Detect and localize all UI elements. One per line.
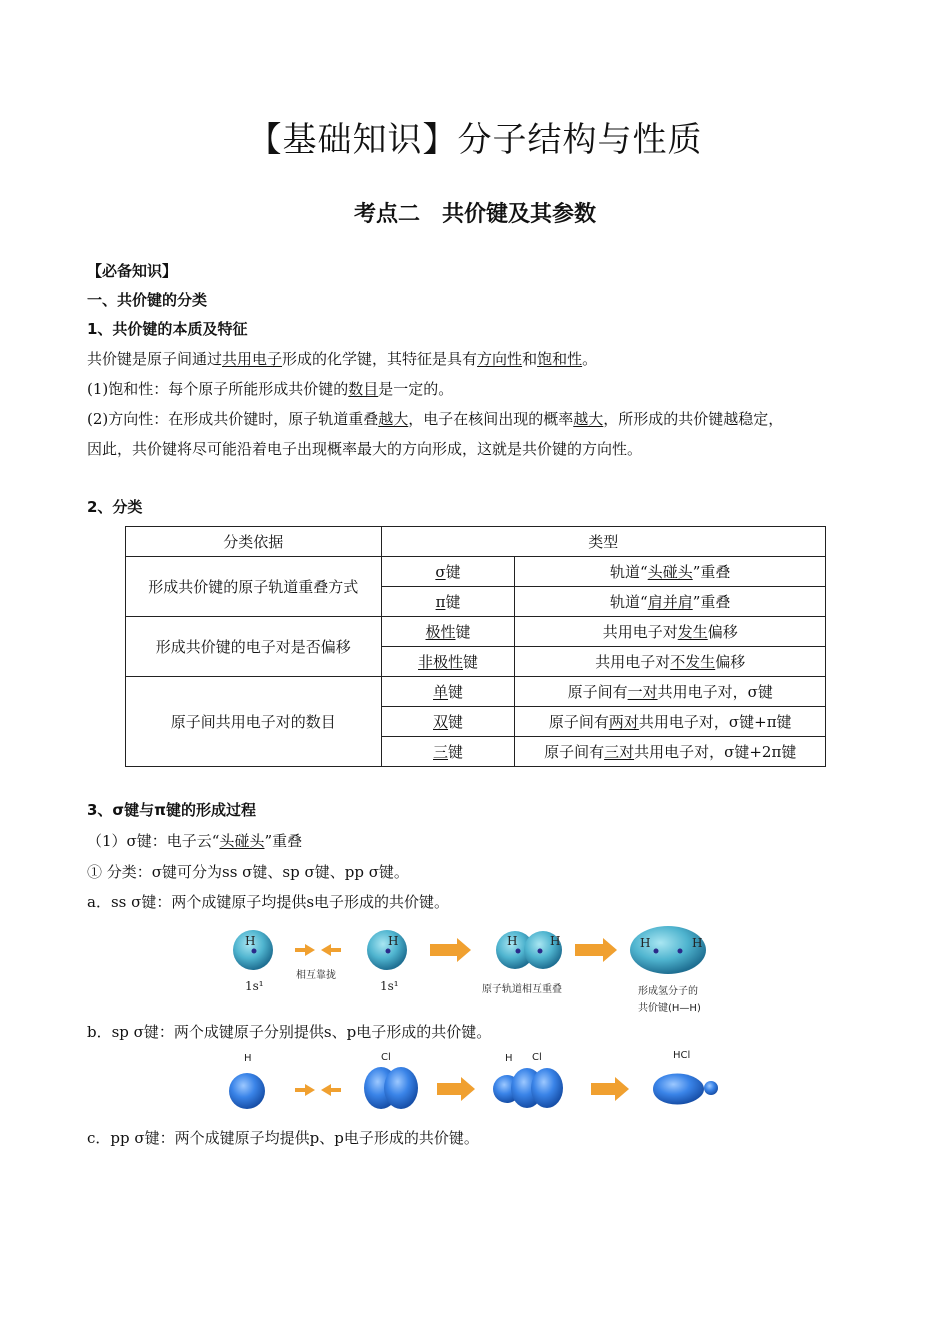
bond-desc [515,647,826,677]
text: 偏移 [715,653,746,671]
overlap-p-lobe-right [531,1068,563,1108]
answer-blank: 发生 [677,623,708,641]
text: 键 [448,713,464,731]
sigma-types: ① 分类：σ键可分为ss σ键、sp σ键、pp σ键。 [87,863,409,881]
section-tag: 【必备知识】 [87,262,178,280]
table-row [126,677,826,707]
bond-desc [515,587,826,617]
cl-label: Cl [532,1052,542,1063]
text: 是一定的。 [378,380,454,398]
text: 原子间有 [544,743,605,761]
arrow-right-icon [295,1084,315,1096]
text: (1)饱和性：每个原子所能形成共价键的 [87,380,349,398]
heading-classes: 2、分类 [87,498,143,516]
text: 形成的化学键，其特征是具有 [282,350,478,368]
atom-label: H [640,936,651,950]
group-basis: 形成共价键的原子轨道重叠方式 [126,557,382,617]
arrow-right-icon [295,944,315,956]
classification-table [125,526,826,767]
header-type: 类型 [381,527,825,557]
answer-blank: 饱和性 [537,350,583,368]
answer-blank: 单 [433,683,449,701]
h-s-orbital [229,1073,265,1109]
arrow-right-icon [575,938,617,962]
arrow-right-icon [591,1077,629,1101]
nucleus-dot [516,949,521,954]
text: 键 [445,563,461,581]
answer-blank: 头碰头 [647,563,693,581]
table-row [126,617,826,647]
bond-name [381,647,515,677]
answer-blank: 不发生 [670,653,716,671]
text: (2)方向性：在形成共价键时，原子轨道重叠 [87,410,379,428]
group-basis: 原子间共用电子对的数目 [126,677,382,767]
cl-label: Cl [381,1052,391,1063]
answer-blank: 肩并肩 [647,593,693,611]
answer-blank: 双 [433,713,449,731]
answer-blank: 三对 [604,743,635,761]
paragraph-nature [87,349,597,369]
arrow-right-icon [430,938,471,962]
ss-sigma-line: a．ss σ键：两个成键原子均提供s电子形成的共价键。 [87,893,450,911]
text: 原子间有 [567,683,628,701]
text: 共用电子对，σ键 [657,683,773,701]
answer-blank: σ [435,563,446,581]
arrow-right-icon [437,1077,475,1101]
atom-label: H [245,934,256,948]
text: 偏移 [707,623,738,641]
hcl-molecule-shape [653,1074,704,1105]
answer-blank: 越大 [378,410,409,428]
table-row [126,557,826,587]
nucleus-dot [538,949,543,954]
sp-sigma-line: b．sp σ键：两个成键原子分别提供s、p电子形成的共价键。 [87,1023,492,1041]
bond-name [381,677,515,707]
bond-desc [515,737,826,767]
hcl-label: HCl [673,1050,691,1061]
heading-classification: 一、共价键的分类 [87,291,208,309]
header-basis: 分类依据 [126,527,382,557]
hcl-small-lobe [704,1081,718,1095]
text: 键 [445,593,461,611]
page-subtitle: 考点二 共价键及其参数 [353,202,596,227]
paragraph-direction [87,409,783,429]
text: ，所形成的共价键越稳定， [603,410,784,428]
text: 键 [455,623,471,641]
bond-desc [515,707,826,737]
atom-label: H [550,934,561,948]
atom-label: H [507,934,518,948]
answer-blank: 两对 [608,713,639,731]
text: 键 [448,683,464,701]
atom-label: H [388,934,399,948]
bond-name [381,737,515,767]
answer-blank: 头碰头 [219,832,265,850]
bond-name [381,707,515,737]
answer-blank: 共用电子 [222,350,283,368]
text: 。 [582,350,598,368]
sigma-definition [87,831,302,851]
text: ”重叠 [692,593,731,611]
heading-nature: 1、共价键的本质及特征 [87,320,248,338]
answer-blank: 极性 [425,623,456,641]
text: 轨道“ [610,563,648,581]
answer-blank: 三 [433,743,449,761]
nucleus-dot [252,949,257,954]
h-label: H [244,1053,252,1064]
text: 和 [522,350,538,368]
nucleus-dot [386,949,391,954]
pp-sigma-line: c．pp σ键：两个成键原子均提供p、p电子形成的共价键。 [87,1129,479,1147]
text: 键 [448,743,464,761]
caption-overlap: 原子轨道相互重叠 [482,984,562,995]
answer-blank: 越大 [573,410,604,428]
text: 共用电子对，σ键+2π键 [634,743,797,761]
text: （1）σ键：电子云“ [87,832,220,850]
bond-desc [515,557,826,587]
table-header-row [126,527,826,557]
bond-desc [515,677,826,707]
orbital-label: 1s¹ [380,979,399,993]
answer-blank: 数目 [348,380,379,398]
nucleus-dot [678,949,683,954]
page-title: 【基础知识】分子结构与性质 [247,120,703,160]
answer-blank: π [435,593,446,611]
text: 共用电子对，σ键+π键 [638,713,792,731]
cl-p-lobe-right [384,1067,418,1109]
text: 共用电子对 [602,623,678,641]
text: 共用电子对 [595,653,671,671]
h2-molecule-ellipse [630,926,706,974]
caption-approach: 相互靠拢 [296,970,336,981]
bond-desc [515,617,826,647]
text: ”重叠 [692,563,731,581]
caption-result-1: 形成氢分子的 [638,986,698,997]
h-label: H [505,1053,513,1064]
text: 轨道“ [610,593,648,611]
nucleus-dot [654,949,659,954]
arrow-left-icon [321,944,341,956]
text: ，电子在核间出现的概率 [408,410,574,428]
group-basis: 形成共价键的电子对是否偏移 [126,617,382,677]
answer-blank: 一对 [627,683,658,701]
sp-sigma-figure [225,1058,725,1116]
bond-name [381,557,515,587]
text: 键 [463,653,479,671]
answer-blank: 方向性 [477,350,523,368]
paragraph-saturation [87,379,453,399]
atom-label: H [692,936,703,950]
text: 共价键是原子间通过 [87,350,223,368]
answer-blank: 非极性 [418,653,464,671]
arrow-left-icon [321,1084,341,1096]
orbital-label: 1s¹ [245,979,264,993]
text: 原子间有 [548,713,609,731]
bond-name [381,587,515,617]
paragraph-direction-cont: 因此，共价键将尽可能沿着电子出现概率最大的方向形成，这就是共价键的方向性。 [87,440,643,458]
text: ”重叠 [264,832,303,850]
bond-name [381,617,515,647]
heading-formation: 3、σ键与π键的形成过程 [87,801,256,819]
caption-result-2: 共价键(H—H) [638,1003,701,1014]
